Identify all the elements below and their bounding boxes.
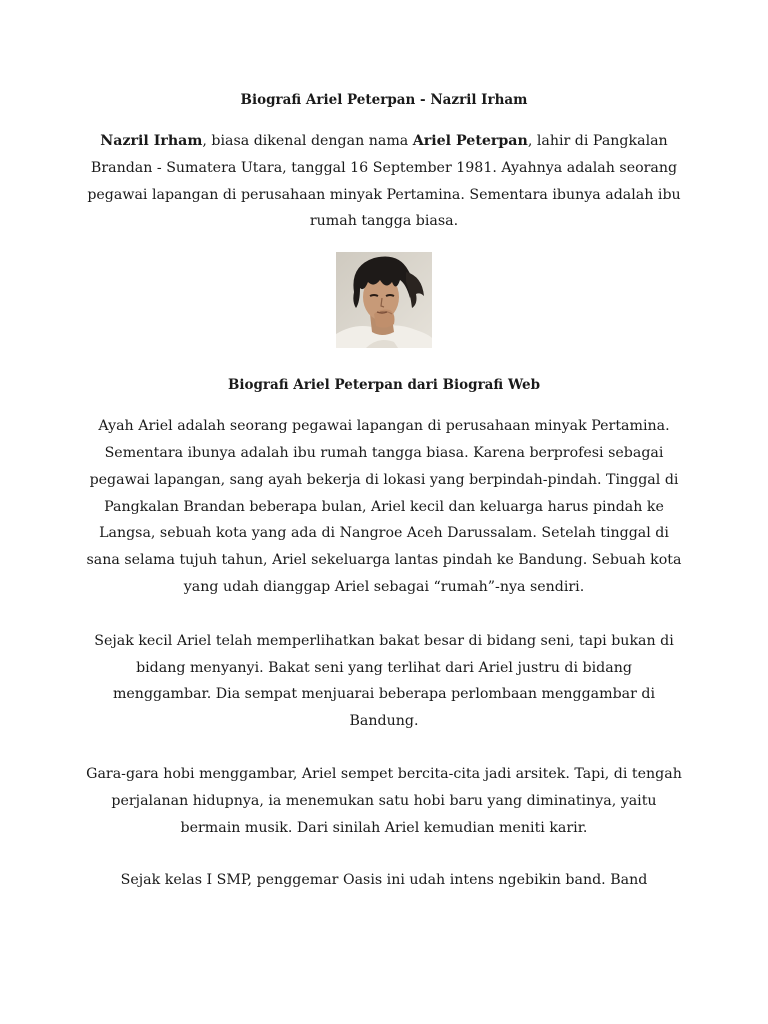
section-title: Biografi Ariel Peterpan dari Biografi Web	[227, 377, 541, 394]
intro-alias: Ariel Peterpan	[412, 133, 528, 149]
document-title: Biografi Ariel Peterpan - Nazril Irham	[240, 92, 528, 108]
body-paragraph-4: Sejak kelas I SMP, penggemar Oasis ini udah intens ngebikin band. Band	[120, 872, 648, 889]
photo-container	[86, 252, 682, 348]
body-paragraph-1: Ayah Ariel adalah seorang pegawai lapangan di perusahaan minyak Pertamina. Sementara ibunya adalah ibu rumah tangga biasa. Karena berprofesi sebagai pegawai lapangan, sang ayah bekerja di lokasi yang berpindah-pindah. Tinggal di Pangkalan Brandan beberapa bulan, Ariel kecil dan keluarga harus pindah ke Langsa, sebuah kota yang ada di Nangroe Aceh Darussalam. Setelah tinggal di sana selama tujuh tahun, Ariel sekeluarga lantas pindah ke Bandung. Sebuah kota yang udah dianggap Ariel sebagai “rumah”-nya sendiri.	[86, 418, 682, 595]
intro-name: Nazril Irham	[100, 133, 203, 149]
body-paragraph-2: Sejak kecil Ariel telah memperlihatkan bakat besar di bidang seni, tapi bukan di bidang menyanyi. Bakat seni yang terlihat dari Ariel justru di bidang menggambar. Dia sempat menjuarai beberapa perlombaan menggambar di Bandung.	[94, 632, 674, 730]
body-paragraph-3: Gara-gara hobi menggambar, Ariel sempet bercita-cita jadi arsitek. Tapi, di tengah perjalanan hidupnya, ia menemukan satu hobi baru yang diminatinya, yaitu bermain musik. Dari sinilah Ariel kemudian meniti karir.	[86, 765, 682, 836]
intro-text-b: , lahir di Pangkalan Brandan - Sumatera Utara, tanggal 16 September 1981. Ayahnya adalah seorang pegawai lapangan di perusahaan minyak Pertamina. Sementara ibunya adalah ibu rumah tangga biasa.	[87, 133, 681, 230]
intro-text-a: , biasa dikenal dengan nama	[202, 133, 413, 149]
intro-paragraph	[86, 128, 682, 235]
portrait-image	[336, 252, 432, 348]
portrait-photo	[336, 252, 432, 348]
